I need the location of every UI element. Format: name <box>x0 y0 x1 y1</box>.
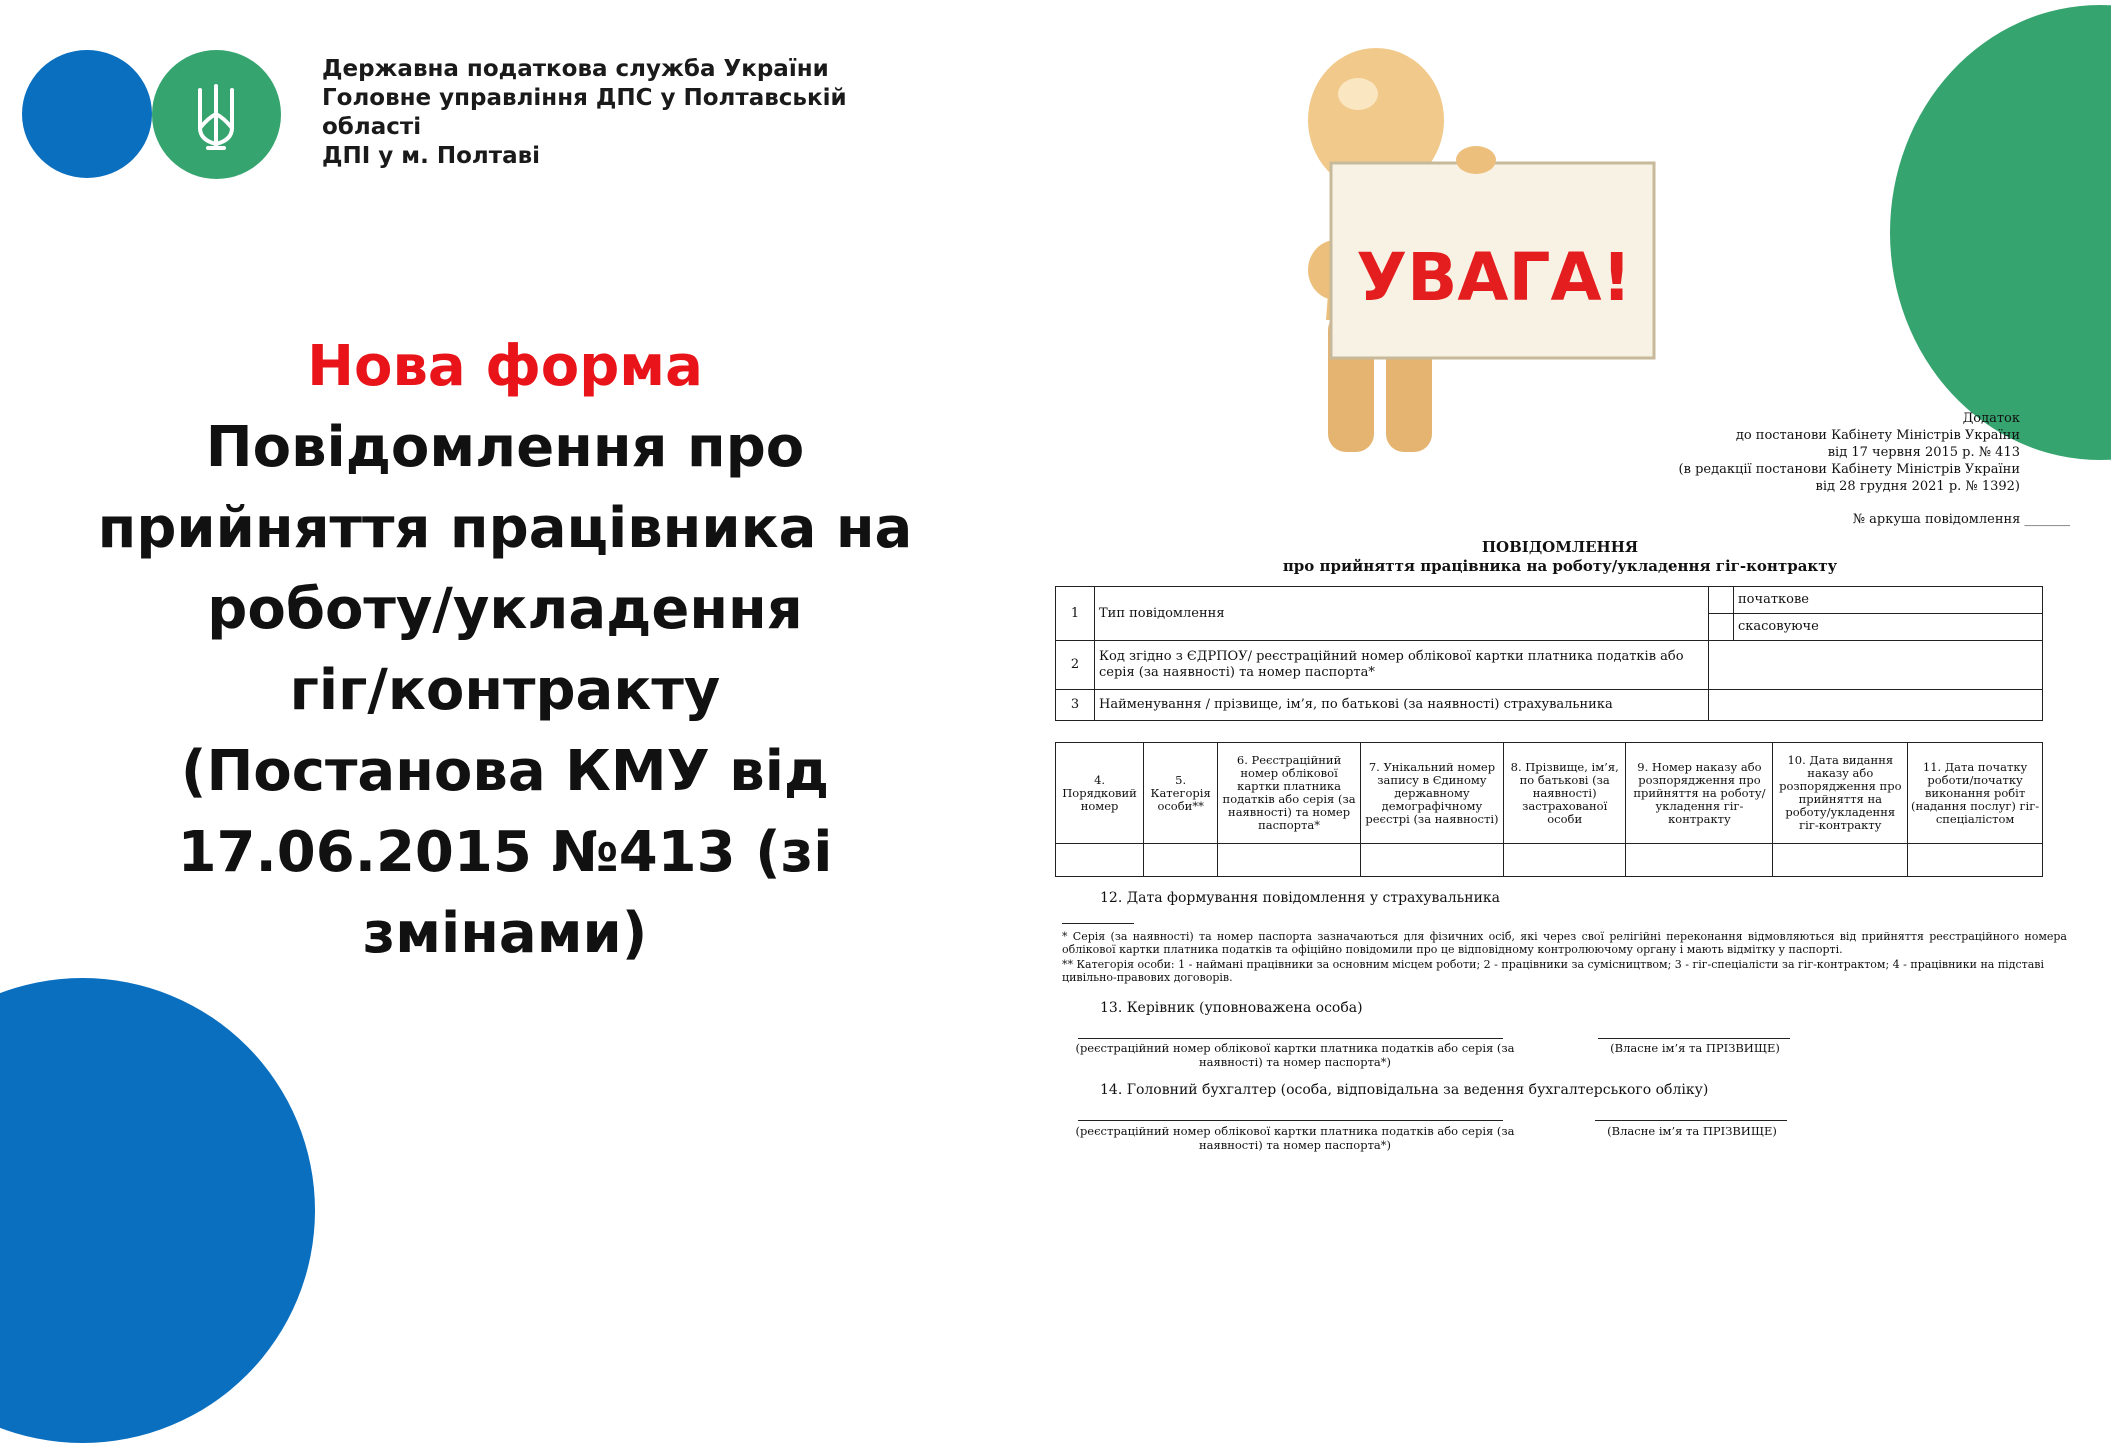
org-line: Державна податкова служба України <box>322 56 829 82</box>
headline-line: роботу/укладення <box>207 577 803 642</box>
headline-line: (Постанова КМУ від <box>180 739 830 804</box>
attention-figure-illustration <box>1266 20 1662 455</box>
caption-id-number: (реєстраційний номер облікової картки платника податків або серія (за наявності) та номер паспорта*) <box>1075 1041 1515 1069</box>
table-row <box>1056 690 2043 721</box>
table-cell <box>1144 844 1218 877</box>
form-title <box>1050 538 2070 576</box>
logo-emblem <box>152 50 281 179</box>
row-number: 1 <box>1056 587 1095 641</box>
option-label: скасовуюче <box>1734 614 2043 641</box>
column-header: 7. Унікальний номер запису в Єдиному державному демографічному реєстрі (за наявності) <box>1361 743 1504 844</box>
org-line: області <box>322 114 422 140</box>
form-title-main: ПОВІДОМЛЕННЯ <box>1481 538 1639 556</box>
row-number: 3 <box>1056 690 1095 721</box>
headline-line: 17.06.2015 №413 (зі <box>177 820 833 885</box>
footnote-passport: * Серія (за наявності) та номер паспорта зазначаються для фізичних осіб, які через свої релігійні переконання відмовляються від прийняття реєстраційного номера облікової картки платника податків та офіційно повідомили про це відповідному контролюючому органу і мають відмітку у паспорті. <box>1062 930 2067 956</box>
decorative-blue-circle <box>22 50 152 178</box>
row-label: Код згідно з ЄДРПОУ/ реєстраційний номер облікової картки платника податків або серія (за наявності) та номер паспорта* <box>1095 641 1709 690</box>
table-cell <box>1773 844 1908 877</box>
headline-new-form: Нова форма <box>307 334 703 399</box>
signature-line <box>1078 1120 1503 1121</box>
column-header: 8. Прізвище, ім’я, по батькові (за наявності) застрахованої особи <box>1503 743 1626 844</box>
row-label: Найменування / прізвище, ім’я, по батькові (за наявності) страхувальника <box>1095 690 1709 721</box>
appendix-line: від 28 грудня 2021 р. № 1392) <box>1815 479 2020 494</box>
table-cell <box>1908 844 2043 877</box>
appendix-line: (в редакції постанови Кабінету Міністрів України <box>1678 462 2020 477</box>
headline <box>10 326 1000 974</box>
form-item-13: 13. Керівник (уповноважена особа) <box>1100 1000 1363 1016</box>
caption-name: (Власне ім’я та ПРІЗВИЩЕ) <box>1607 1124 1777 1138</box>
checkbox-cell <box>1709 587 1734 614</box>
sign-text: УВАГА! <box>1356 239 1632 316</box>
footnote-divider <box>1062 923 1134 924</box>
headline-line: змінами) <box>362 901 648 966</box>
trident-icon <box>152 50 281 179</box>
signature-line <box>1598 1038 1790 1039</box>
column-header: 5. Категорія особи** <box>1144 743 1218 844</box>
footnote-category: ** Категорія особи: 1 - наймані працівники за основним місцем роботи; 2 - працівники за сумісництвом; 3 - гіг-спеціалісти за гіг-контрактом; 4 - працівники на підставі цивільно-правових договорів. <box>1062 958 2044 984</box>
appendix-line: до постанови Кабінету Міністрів України <box>1735 428 2020 443</box>
org-line: ДПІ у м. Полтаві <box>322 143 541 169</box>
table-row <box>1056 641 2043 690</box>
headline-line: Повідомлення про <box>205 415 805 480</box>
table-cell <box>1218 844 1361 877</box>
table-cell <box>1626 844 1773 877</box>
signature-line <box>1595 1120 1787 1121</box>
headline-line: гіг/контракту <box>289 658 721 723</box>
row-number: 2 <box>1056 641 1095 690</box>
form-subtitle: про прийняття працівника на роботу/укладення гіг-контракту <box>1282 557 1838 575</box>
table-cell <box>1361 844 1504 877</box>
org-line: Головне управління ДПС у Полтавській <box>322 85 847 111</box>
table-cell <box>1056 844 1144 877</box>
form-employee-table <box>1055 742 2043 877</box>
table-cell <box>1503 844 1626 877</box>
column-header: 9. Номер наказу або розпорядження про прийняття на роботу/укладення гіг-контракту <box>1626 743 1773 844</box>
row-label: Тип повідомлення <box>1095 587 1709 641</box>
table-row <box>1056 587 2043 614</box>
decorative-green-circle <box>1890 5 2111 460</box>
organization-name <box>322 55 882 171</box>
caption-name: (Власне ім’я та ПРІЗВИЩЕ) <box>1610 1041 1780 1055</box>
form-item-12: 12. Дата формування повідомлення у страхувальника <box>1100 890 1501 906</box>
headline-line: прийняття працівника на <box>97 496 913 561</box>
column-header: 10. Дата видання наказу або розпорядження про прийняття на роботу/укладення гіг-контракту <box>1773 743 1908 844</box>
column-header: 4. Порядковий номер <box>1056 743 1144 844</box>
official-form-scan <box>1050 410 2070 1180</box>
checkbox-cell <box>1709 614 1734 641</box>
option-label: початкове <box>1734 587 2043 614</box>
form-header-table <box>1055 586 2043 721</box>
decorative-blue-circle-bottom <box>0 978 315 1443</box>
caption-id-number: (реєстраційний номер облікової картки платника податків або серія (за наявності) та номер паспорта*) <box>1075 1124 1515 1152</box>
appendix-line: Додаток <box>1962 411 2020 426</box>
sheet-number: № аркуша повідомлення _______ <box>1852 512 2070 527</box>
table-row <box>1056 844 2043 877</box>
form-item-14: 14. Головний бухгалтер (особа, відповідальна за ведення бухгалтерського обліку) <box>1100 1082 1709 1098</box>
signature-line <box>1078 1038 1503 1039</box>
appendix-line: від 17 червня 2015 р. № 413 <box>1827 445 2020 460</box>
column-header: 6. Реєстраційний номер облікової картки платника податків або серія (за наявності) та номер паспорта* <box>1218 743 1361 844</box>
value-cell <box>1709 641 2043 690</box>
form-appendix-note <box>1050 410 2020 495</box>
column-header: 11. Дата початку роботи/початку виконання робіт (надання послуг) гіг-спеціалістом <box>1908 743 2043 844</box>
table-header-row <box>1056 743 2043 844</box>
value-cell <box>1709 690 2043 721</box>
